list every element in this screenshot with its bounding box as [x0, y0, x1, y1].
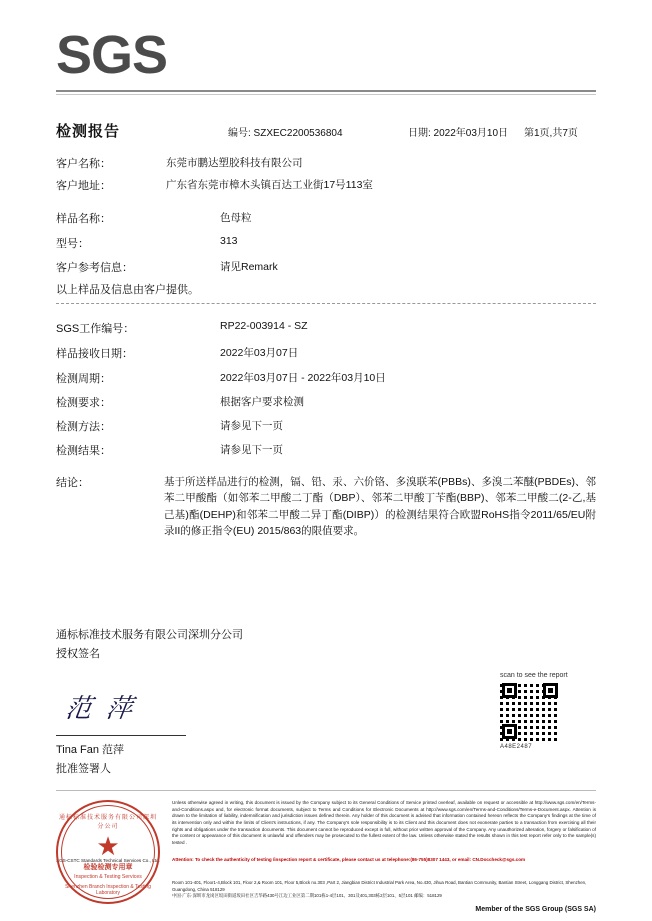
official-stamp [56, 800, 160, 904]
sample-model-label: 型号： [56, 238, 89, 250]
stamp-bottom-text: Inspection & Testing Services [74, 874, 142, 880]
qr-code-label: A48E2487 [500, 744, 533, 750]
sample-source-note: 以上样品及信息由客户提供。 [56, 284, 199, 296]
sample-name-label: 样品名称： [56, 213, 111, 225]
qr-finder-bl-core [507, 729, 512, 734]
test-period-value: 2022年03月07日 - 2022年03月10日 [220, 372, 386, 384]
qr-code-icon[interactable] [500, 681, 560, 741]
test-requirement-label: 检测要求： [56, 397, 111, 409]
qr-caption: scan to see the report [500, 672, 568, 679]
stamp-bottom-text-2: Shenzhen Branch Inspection & Testing Laboratory [65, 884, 151, 896]
authorized-signature-label: 授权签名 [56, 648, 100, 660]
test-result-value: 请参见下一页 [220, 444, 283, 456]
client-address-label: 客户地址： [56, 180, 111, 192]
client-ref-value: 请见Remark [220, 261, 278, 273]
received-date-label: 样品接收日期： [56, 348, 133, 360]
signatory-name: Tina Fan 范萍 [56, 744, 125, 756]
sample-name-value: 色母粒 [220, 212, 252, 224]
footer-attention[interactable]: Attention: To check the authenticity of testing /inspection report & certificate, please contact us at telephone:(86-755)8307 1443, or email: CN.Doccheck@sgs.com [172, 857, 526, 862]
star-icon: ★ [96, 830, 120, 861]
client-ref-label: 客户参考信息： [56, 262, 133, 274]
handwritten-signature: 范 萍 [63, 694, 139, 723]
client-name-label: 客户名称： [56, 158, 111, 170]
footer-company-name: SGS-CSTC Standards Technical Services Co., Ltd. [56, 858, 160, 863]
section-divider [56, 303, 596, 304]
page-title: 检测报告 [56, 123, 121, 140]
test-method-value: 请参见下一页 [220, 420, 283, 432]
client-address-value: 广东省东莞市樟木头镇百达工业街17号113室 [166, 179, 373, 191]
job-number-label: SGS工作编号： [56, 323, 135, 335]
issuing-company: 通标标准技术服务有限公司深圳分公司 [56, 629, 243, 641]
stamp-mid-text: 检验检测专用章 [83, 864, 133, 871]
sgs-logo: SGS [56, 25, 168, 85]
job-number-value: RP22-003914 - SZ [220, 320, 308, 332]
signature-line [56, 735, 186, 736]
qr-finder-tr-core [548, 688, 553, 693]
qr-pattern [500, 681, 560, 741]
report-date: 日期: 2022年03月10日 [408, 128, 509, 139]
conclusion-text: 基于所送样品进行的检测，镉、铅、汞、六价铬、多溴联苯(PBBs)、多溴二苯醚(PBDEs)、邻苯二甲酸酯（如邻苯二甲酸二丁酯（DBP）、邻苯二甲酸丁苄酯(BBP)、邻苯二甲酸二(2-乙,基己基)酯(DEHP)和邻苯二甲酸二异丁酯(DIBP)）的检测结果符合欧盟RoHS指令2011/65/EU附录II的修正指令(EU) 2015/863的限值要求。 [164, 476, 596, 537]
test-requirement-value: 根据客户要求检测 [220, 396, 304, 408]
footer-member-line: Member of the SGS Group (SGS SA) [475, 906, 596, 913]
report-number: 编号: SZXEC2200536804 [228, 128, 343, 139]
signatory-role: 批准签署人 [56, 763, 111, 775]
client-name-value: 东莞市鹏达塑胶科技有限公司 [166, 157, 303, 169]
qr-finder-tl-core [507, 688, 512, 693]
footer-address-cn: 中国·广东·深圳市龙岗区坂田街道坂田社区吉华路430号江边工业区第二期101栋1-4层101、301及401,303栋2层101、5层101 邮编：518129 [172, 893, 442, 898]
sample-model-value: 313 [220, 235, 238, 247]
test-method-label: 检测方法： [56, 421, 111, 433]
test-period-label: 检测周期： [56, 373, 111, 385]
received-date-value: 2022年03月07日 [220, 347, 299, 359]
logo-divider [56, 90, 596, 92]
conclusion-label: 结论： [56, 477, 89, 489]
test-result-label: 检测结果： [56, 445, 111, 457]
footer-address-en: Room 101-401, Floor1-4,Block 101, Floor 2,& Room 101, Floor 5,Block no.303 ,Part 2, Jiangbian District Industrial Park Area, No.430, Jihua Road, Bantian Community, Bantian Street, Longgang District, Shenzhen, Guangdong, China 518129 [172, 880, 587, 892]
footer-disclaimer: Unless otherwise agreed in writing, this document is issued by the Company subject to its General Conditions of Service printed overleaf, available on request or accessible at http://www.sgs.com/en/Terms-and-Conditions.aspx and, for electronic format documents, subject to Terms and Conditions for Electronic Documents at http://www.sgs.com/en/Terms-and-Conditions/Terms-e-Document.aspx. Attention is drawn to the limitation of liability, indemnification and jurisdiction issues defined therein. Any holder of this document is advised that information contained hereon reflects the Company's findings at the time of its intervention only and within the limits of Client's instructions, if any. The Company's sole responsibility is to its Client and this document does not exonerate parties to a transaction from exercising all their rights and obligations under the transaction documents. This document cannot be reproduced except in full, without prior written approval of the Company. Any unauthorized alteration, forgery or falsification of the content or appearance of this document is unlawful and offenders may be prosecuted to the fullest extent of the law. Unless otherwise stated the results shown in this test report refer only to the sample(s) tested . [172, 800, 596, 845]
stamp-top-text: 通标标准技术服务有限公司深圳分公司 [58, 815, 157, 830]
page-counter: 第1页,共7页 [524, 128, 578, 139]
logo-divider-thin [56, 94, 596, 95]
footer-divider [56, 790, 596, 791]
